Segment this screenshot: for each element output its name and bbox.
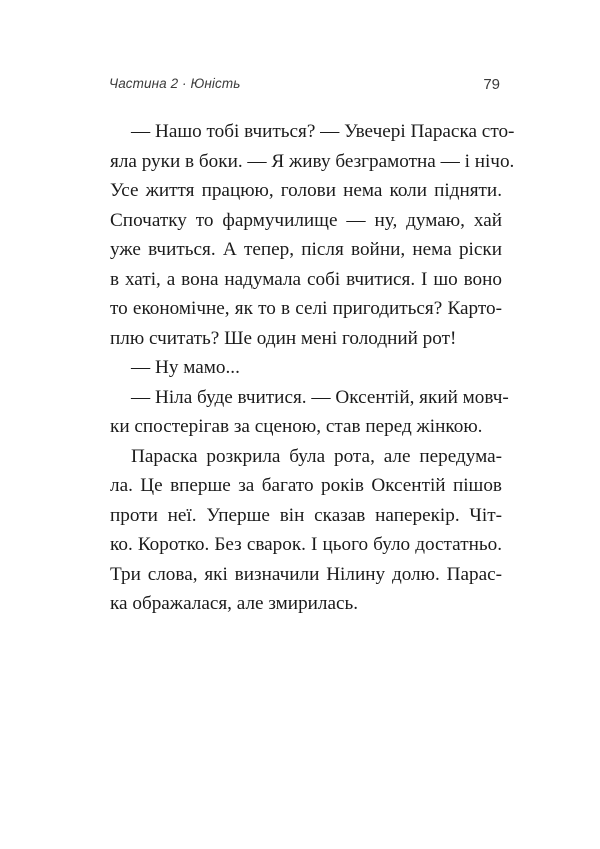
text-line: — Нашо тобі вчиться? — Увечері Параска сто-: [131, 121, 515, 142]
text-line: — Ніла буде вчитися. — Оксентій, який мовч-: [131, 386, 509, 408]
section-title: Частина 2 · Юність: [109, 76, 241, 91]
text-line: яла руки в боки. — Я живу безграмотна — і нічо.: [110, 150, 515, 172]
text-line: плю считать? Ше один мені голодний рот!: [110, 327, 457, 349]
text-line: то економічне, як то в селі пригодиться? Карто-: [110, 298, 502, 319]
text-line: ла. Це вперше за багато років Оксентій пішов: [110, 475, 502, 496]
text-line: Три слова, які визначили Нілину долю. Парас-: [110, 563, 502, 585]
body-text: [110, 117, 515, 619]
text-line: Спочатку то фармучилище — ну, думаю, хай: [110, 209, 502, 231]
text-line: ко. Коротко. Без сварок. І цього було достатньо.: [110, 534, 502, 555]
page-number: 79: [483, 76, 500, 93]
text-line: — Ну мамо...: [131, 357, 240, 378]
running-head: [109, 76, 500, 98]
text-line: уже вчиться. А тепер, після войни, нема ріски: [110, 239, 502, 260]
text-line: Параска розкрила була рота, але передума-: [131, 445, 502, 467]
text-line: Усе життя працюю, голови нема коли підняти.: [110, 180, 502, 201]
text-line: проти неї. Уперше він сказав наперекір. Чіт-: [110, 504, 502, 526]
text-line: ки спостерігав за сценою, став перед жінкою.: [110, 416, 483, 437]
text-line: в хаті, а вона надумала собі вчитися. І шо воно: [110, 268, 502, 290]
text-line: ка ображалася, але змирилась.: [110, 593, 359, 614]
